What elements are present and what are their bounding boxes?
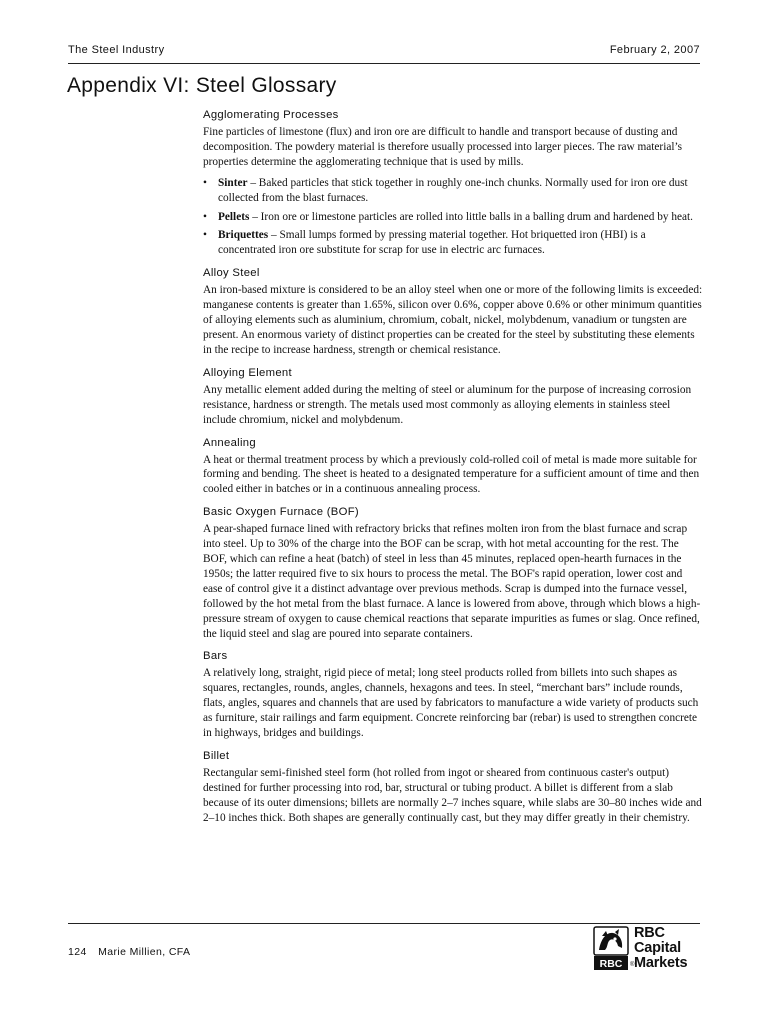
glossary-entry-billet [203,749,703,826]
bullet-item-pellets [203,210,703,225]
entry-body: Rectangular semi-finished steel form (hot rolled from ingot or sheared from continuous caster's output) destined for further processing into rod, bar, structural or tubing product. A billet is different from a slab because of its outer dimensions; billets are normally 2–7 inches square, while slabs are 30–80 inches wide and 2–10 inches thick. Both shapes are generally continually cast, but they may differ greatly in their chemistry. [203,767,702,824]
logo-line-2: Capital [634,940,681,956]
page-title: Appendix VI: Steel Glossary [67,74,337,97]
bullet-icon: • [203,176,207,189]
entry-body: Fine particles of limestone (flux) and iron ore are difficult to handle and transport because of dusting and decomposition. The powdery material is therefore usually processed into larger pieces. The raw material’s properties determine the agglomerating technique that is used by mills. [203,126,683,168]
entry-body: A heat or thermal treatment process by which a previously cold-rolled coil of metal is made more suitable for forming and bending. The sheet is heated to a designated temperature for a sufficient amount of time and then cooled either in batches or in a continuous annealing process. [203,453,700,496]
running-header-title: The Steel Industry [68,44,165,56]
page-footer [68,946,190,958]
glossary-content [203,108,703,834]
glossary-entry-alloy-steel [203,266,703,358]
author-name: Marie Millien, CFA [98,946,191,958]
logo-wordmark [634,926,687,971]
entry-body: A relatively long, straight, rigid piece of metal; long steel products rolled from billets into such shapes as squares, rectangles, rounds, angles, channels, hexagons and tees. In steel, “merchant bars” include rounds, flats, angles, squares and channels that are used by fabricators to manufacture a wide variety of products such as furniture, stair railings and farm equipment. Concrete reinforcing bar (rebar) is used to strengthen concrete in highways, bridges and buildings. [203,667,699,740]
entry-body: A pear-shaped furnace lined with refractory bricks that refines molten iron from the blast furnace and scrap into steel. Up to 30% of the charge into the BOF can be scrap, with hot metal accounting for the rest. The BOF, which can refine a heat (batch) of steel in less than 45 minutes, replaced open-hearth furnaces in the 1950s; the latter required five to six hours to process the metal. The BOF's rapid operation, lower cost and ease of control give it a distinct advantage over previous methods. Scrap is dumped into the furnace vessel, followed by the hot metal from the blast furnace. A lance is lowered from above, through which blows a high-pressure stream of oxygen to cause chemical reactions that separate impurities as fumes or slag. Once refined, the liquid steel and slag are poured into separate containers. [203,523,701,640]
glossary-entry-bof [203,505,703,641]
bullet-text: – Iron ore or limestone particles are rolled into little balls in a balling drum and hardened by heat. [249,210,693,223]
entry-heading: Basic Oxygen Furnace (BOF) [203,506,359,519]
entry-heading: Annealing [203,436,256,449]
glossary-entry-alloying-element [203,366,703,428]
bullet-text: – Baked particles that stick together in roughly one-inch chunks. Normally used for iron ore dust collected from the blast furnaces. [218,176,688,204]
bullet-term: Briquettes [218,229,269,242]
bullet-icon: • [203,210,207,223]
running-header [68,44,700,60]
bullet-item-sinter [203,176,703,206]
bullet-list [203,176,703,259]
running-header-date: February 2, 2007 [609,44,700,56]
glossary-entry-agglomerating-processes [203,108,703,258]
entry-heading: Alloy Steel [203,267,260,280]
entry-heading: Agglomerating Processes [203,109,339,121]
bullet-term: Sinter [218,176,248,189]
footer-rule [68,923,700,924]
glossary-entry-bars [203,649,703,741]
logo-line-1: RBC [634,925,665,941]
header-rule [68,63,700,64]
entry-heading: Bars [203,650,228,663]
rbc-capital-markets-logo [590,926,706,974]
entry-heading: Billet [203,750,230,762]
registered-mark: ® [630,962,635,968]
bullet-icon: • [203,229,207,242]
glossary-entry-annealing [203,436,703,498]
logo-badge-text: RBC [599,958,623,970]
bullet-term: Pellets [218,210,250,223]
page-number: 124 [68,946,87,958]
entry-body: Any metallic element added during the melting of steel or aluminum for the purpose of increasing corrosion resistance, hardness or strength. The metals used most commonly as alloying elements in stainless steel include chromium, nickel and molybdenum. [203,383,692,426]
bullet-item-briquettes [203,228,703,258]
rbc-lion-shield-icon [593,926,629,972]
bullet-text: – Small lumps formed by pressing material together. Hot briquetted iron (HBI) is a concentrated iron ore substitute for scrap for use in electric arc furnaces. [218,229,646,257]
logo-line-3: Markets [634,955,688,971]
entry-body: An iron-based mixture is considered to be an alloy steel when one or more of the following limits is exceeded: manganese contents is greater than 1.65%, silicon over 0.6%, copper above 0.6% or other minimum quantities of alloying elements such as aluminium, chromium, cobalt, nickel, molybdenum, vanadium or tungsten are present. An enormous variety of distinct properties can be created for the steel by substituting these elements in the recipe to increase hardness, strength or chemical resistance. [203,284,703,356]
entry-heading: Alloying Element [203,366,292,379]
